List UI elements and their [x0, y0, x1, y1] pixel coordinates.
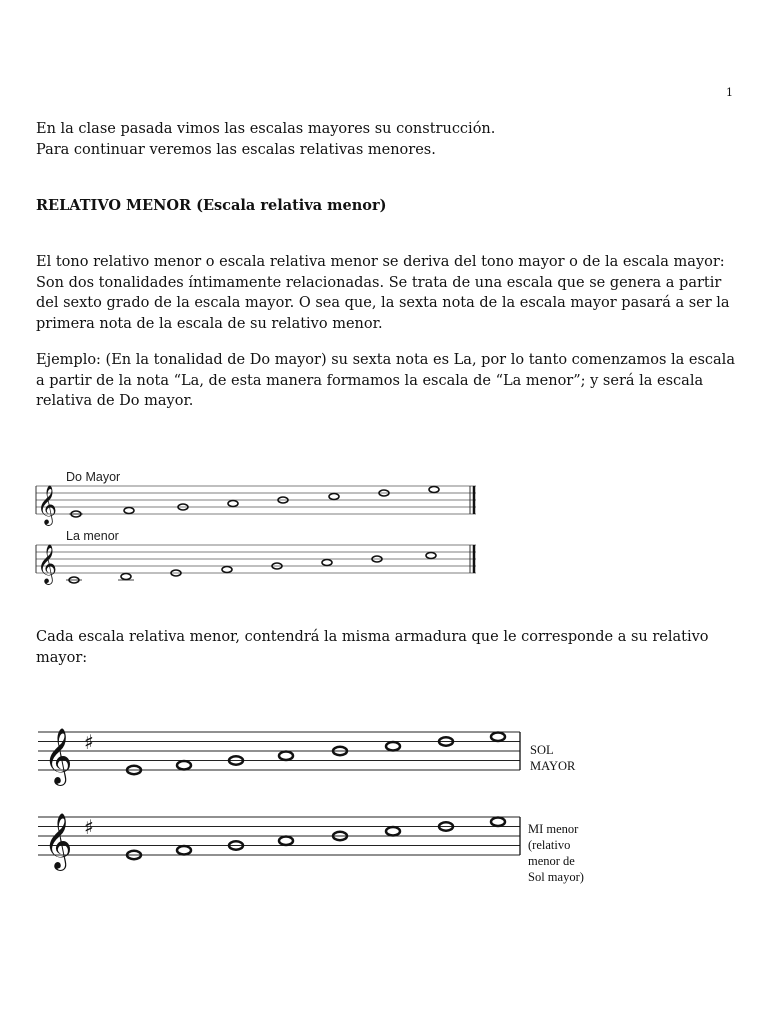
la-menor-notes	[66, 553, 436, 584]
treble-clef-icon: 𝄞	[44, 728, 73, 784]
intro-paragraph	[36, 119, 736, 160]
la-menor-label: La menor	[66, 529, 119, 543]
definition-paragraph: El tono relativo menor o escala relativa menor se deriva del tono mayor o de la escala mayor: Son dos tonalidades íntimamente relacionadas. Se trata de una escala que se genera a partir del sexto grado de la escala mayor. O sea que, la sexta nota de la escala mayor pasará a ser la primera nota de la escala de su relativo menor.	[36, 254, 730, 332]
sol-mayor-staff	[38, 728, 576, 786]
armadura-paragraph: Cada escala relativa menor, contendrá la misma armadura que le corresponde a su relativo mayor:	[36, 629, 709, 666]
section-heading: RELATIVO MENOR (Escala relativa menor)	[36, 197, 387, 214]
whole-note-icon	[329, 494, 339, 500]
mi-menor-label-line-2: (relativo	[528, 838, 571, 852]
la-menor-staff	[36, 529, 476, 585]
whole-note-icon	[121, 574, 131, 580]
sol-mayor-notes	[127, 733, 505, 775]
mi-menor-label-line-1: MI menor	[528, 822, 579, 836]
staff-lines	[36, 486, 476, 514]
mi-menor-staff	[38, 813, 584, 884]
intro-line-2: Para continuar veremos las escalas relativas menores.	[36, 141, 436, 158]
whole-note-icon	[177, 846, 191, 854]
treble-clef-icon: 𝄞	[37, 485, 58, 525]
do-mayor-label: Do Mayor	[66, 470, 121, 484]
whole-note-icon	[279, 752, 293, 760]
do-mayor-la-menor-figure	[34, 464, 480, 588]
intro-line-1: En la clase pasada vimos las escalas mayores su construcción.	[36, 121, 496, 137]
mi-menor-label-line-4: Sol mayor)	[528, 870, 584, 884]
treble-clef-icon: 𝄞	[44, 813, 73, 869]
whole-note-icon	[222, 567, 232, 573]
sol-mayor-label-line-2: MAYOR	[530, 759, 576, 773]
whole-note-icon	[279, 837, 293, 845]
whole-note-icon	[491, 818, 505, 826]
whole-note-icon	[426, 553, 436, 559]
staff-lines	[36, 545, 476, 573]
whole-note-icon	[322, 560, 332, 566]
do-mayor-staff	[36, 470, 476, 526]
whole-note-icon	[386, 827, 400, 835]
sharp-icon: ♯	[84, 730, 94, 754]
sol-mayor-mi-menor-figure	[34, 722, 604, 892]
whole-note-icon	[429, 487, 439, 493]
whole-note-icon	[491, 733, 505, 741]
whole-note-icon	[386, 742, 400, 750]
whole-note-icon	[177, 761, 191, 769]
mi-menor-notes	[127, 818, 505, 860]
do-mayor-notes	[69, 487, 439, 518]
mi-menor-label-line-3: menor de	[528, 854, 575, 868]
sol-mayor-label-line-1: SOL	[530, 743, 554, 757]
whole-note-icon	[228, 501, 238, 507]
treble-clef-icon: 𝄞	[37, 544, 58, 584]
sharp-icon: ♯	[84, 815, 94, 839]
example-paragraph: Ejemplo: (En la tonalidad de Do mayor) su sexta nota es La, por lo tanto comenzamos la escala a partir de la nota “La, de esta manera formamos la escala de “La menor”; y será la escala relativa de Do mayor.	[36, 352, 735, 409]
page-number: 1	[726, 86, 733, 99]
whole-note-icon	[124, 508, 134, 514]
